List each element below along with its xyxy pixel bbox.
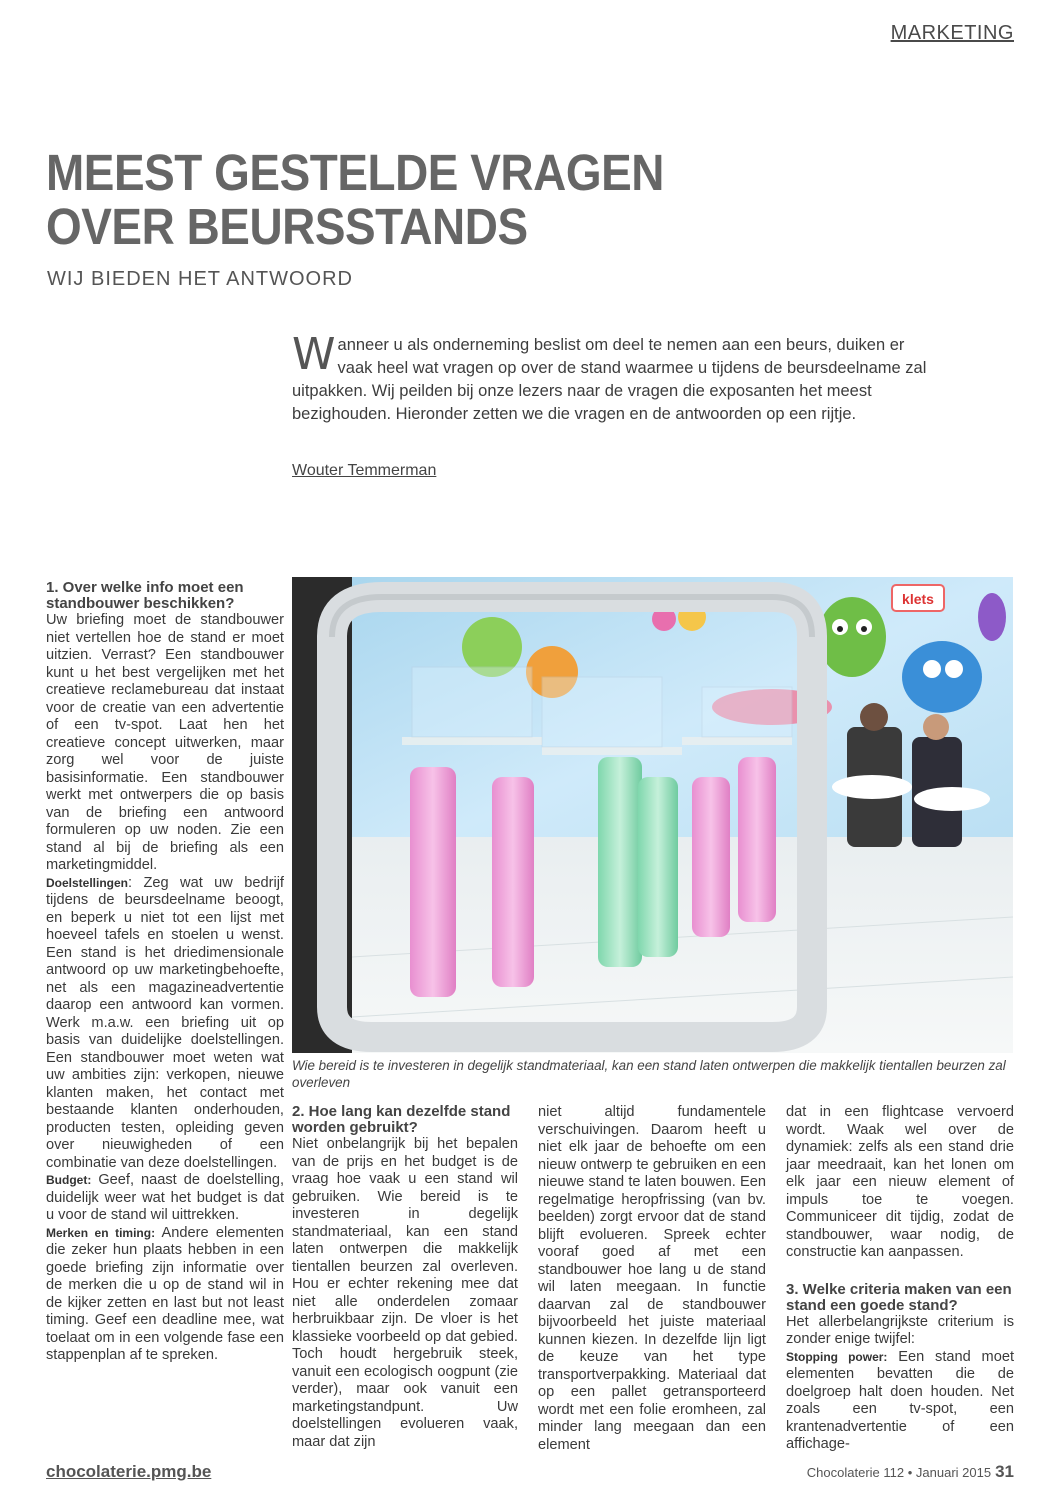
budget-text: Geef, naast de doelstelling, duidelijk weer wat het budget is dat u voor de stand wil uittrekken. — [46, 1172, 284, 1223]
klets-sign: klets — [902, 591, 934, 607]
trade-booth-illustration — [292, 577, 1013, 1053]
article-photo — [292, 577, 1013, 1053]
section-1-paragraph-3 — [46, 1172, 284, 1225]
section-3-paragraph-1: Het allerbelangrijkste criterium is zonder enige twijfel: — [786, 1313, 1014, 1347]
section-tag: MARKETING — [890, 22, 1014, 44]
footer-website-link[interactable]: chocolaterie.pmg.be — [46, 1462, 212, 1481]
column-4 — [786, 1104, 1014, 1454]
column-3 — [538, 1104, 766, 1454]
section-1-heading: 1. Over welke info moet een standbouwer beschikken? — [46, 579, 244, 612]
author-byline[interactable]: Wouter Temmerman — [292, 462, 437, 479]
title-line-1: MEEST GESTELDE VRAGEN — [46, 144, 664, 201]
footer-issue-info — [807, 1462, 1014, 1482]
stopping-power-text: Een stand moet elementen bevatten die de doelgroep halt doen houden. Net zoals een tv-spot, een krantenadvertentie of een affichage- — [786, 1348, 1014, 1452]
section-1-paragraph-1: Uw briefing moet de standbouwer niet vertellen hoe de stand er moet uitzien. Verrast? Een standbouwer kunt u het best vergelijken met het creatieve reclamebureau dat instaat voor de creatie van een advertentie of een tv-spot. Laat hen het creatieve concept uitwerken, maar zorg wel voor de juiste basisinformatie. Een standbouwer werkt met ontwerpers die op basis van de briefing een antwoord formuleren op uw noden. Zie een stand al bij de briefing als een marketingmiddel. — [46, 612, 284, 873]
section-2-heading: 2. Hoe lang kan dezelfde stand worden gebruikt? — [292, 1103, 511, 1136]
intro-text: anneer u als onderneming beslist om deel te nemen aan een beurs, duiken er vaak heel wat vragen op over de stand waarmee u tijdens de beursdeelname zal uitpakken. Wij peilden bij onze lezers naar de vragen die exposanten het meest bezighouden. Hieronder zetten we die vragen en de antwoorden op een rijtje. — [292, 336, 927, 423]
section-1-paragraph-2 — [46, 875, 284, 1173]
goals-label: Doelstellingen — [46, 875, 129, 890]
page-number: 31 — [995, 1462, 1014, 1481]
section-2-paragraph-1: Niet onbelangrijk bij het bepalen van de prijs en het budget is de vraag hoe vaak u een stand wil gebruiken. Wie bereid is te investeren in degelijk standmateriaal, kan een stand laten ontwerpen die makkelijk tientallen beurzen zal overleven. Hou er echter rekening mee dat niet alle onderdelen zomaar herbruikbaar zijn. De vloer is het klassieke voorbeeld op dat gebied. Toch houdt hergebruik steek, vanuit een ecologisch oogpunt (zie verder), maar ook vanuit een marketingstandpunt. Uw doelstellingen evolueren vaak, maar dat zijn — [292, 1136, 518, 1450]
brands-timing-text: Andere elementen die zeker hun plaats hebben in een goede briefing zijn informatie over de merken die u op de stand wil in de kijker zetten en last but not least timing. Geef een deadline mee, wat toelaat om in een volgende fase een stappenplan af te spreken. — [46, 1224, 284, 1363]
section-3-heading: 3. Welke criteria maken van een stand een goede stand? — [786, 1280, 1012, 1314]
photo-caption: Wie bereid is te investeren in degelijk standmateriaal, kan een stand laten ontwerpen die makkelijk tientallen beurzen zal overleven — [292, 1058, 1006, 1090]
section-1-paragraph-4 — [46, 1225, 284, 1365]
column-1 — [46, 580, 284, 1365]
section-3-paragraph-2 — [786, 1349, 1014, 1454]
stopping-power-label: Stopping power: — [786, 1349, 888, 1364]
budget-label: Budget: — [46, 1173, 92, 1187]
intro-dropcap: W — [292, 329, 336, 380]
intro-paragraph — [292, 329, 932, 426]
section-2-paragraph-3: dat in een flightcase vervoerd wordt. Waak wel over de dynamiek: zelfs als een stand drie jaar meedraait, kan het lonen om elk jaar een nieuw element of impuls toe te voegen. Communiceer dit tijdig, zodat de standbouwer, waar nodig, de constructie kan aanpassen. — [786, 1104, 1014, 1260]
column-2 — [292, 1104, 518, 1451]
article-title — [46, 146, 664, 254]
issue-label: Chocolaterie 112 • Januari 2015 — [806, 1465, 992, 1480]
brands-timing-label: Merken en timing: — [46, 1225, 156, 1240]
title-line-2: OVER BEURSSTANDS — [46, 198, 528, 255]
article-subtitle: WIJ BIEDEN HET ANTWOORD — [47, 268, 353, 290]
section-2-paragraph-2: niet altijd fundamentele verschuivingen. Daarom heeft u niet elk jaar de behoefte om een nieuw ontwerp te gebruiken en een nieuwe stand te laten bouwen. Een regelmatige heropfrissing (van bv. beelden) zorgt ervoor dat de stand blijft evolueren. Spreek echter vooraf goed af met een standbouwer hoe lang u de stand wil laten meegaan. In functie daarvan zal de standbouwer bijvoorbeeld het juiste materiaal kunnen kiezen. In dezelfde lijn ligt de keuze van het type transportverpakking. Materiaal dat op een pallet getransporteerd wordt met een folie eromheen, zal minder lang meegaan dan een element — [538, 1104, 766, 1453]
goals-text: : Zeg wat uw bedrijf tijdens de beursdeelname beoogt, en beperk u niet tot een lijst met hoeveel tafels en stoelen u wenst. Een stand is het driedimensionale antwoord op uw marketingbehoefte, net als een magazineadvertentie daarop een antwoord kan vormen. Werk m.a.w. een briefing uit op basis van duidelijke doelstellingen. Een standbouwer moet weten wat uw ambities zijn: verkopen, nieuwe klanten maken, het contact met bestaande klanten onderhouden, producten testen, opleiding geven over nieuwigheden of een combinatie van deze doelstellingen. — [46, 874, 284, 1171]
